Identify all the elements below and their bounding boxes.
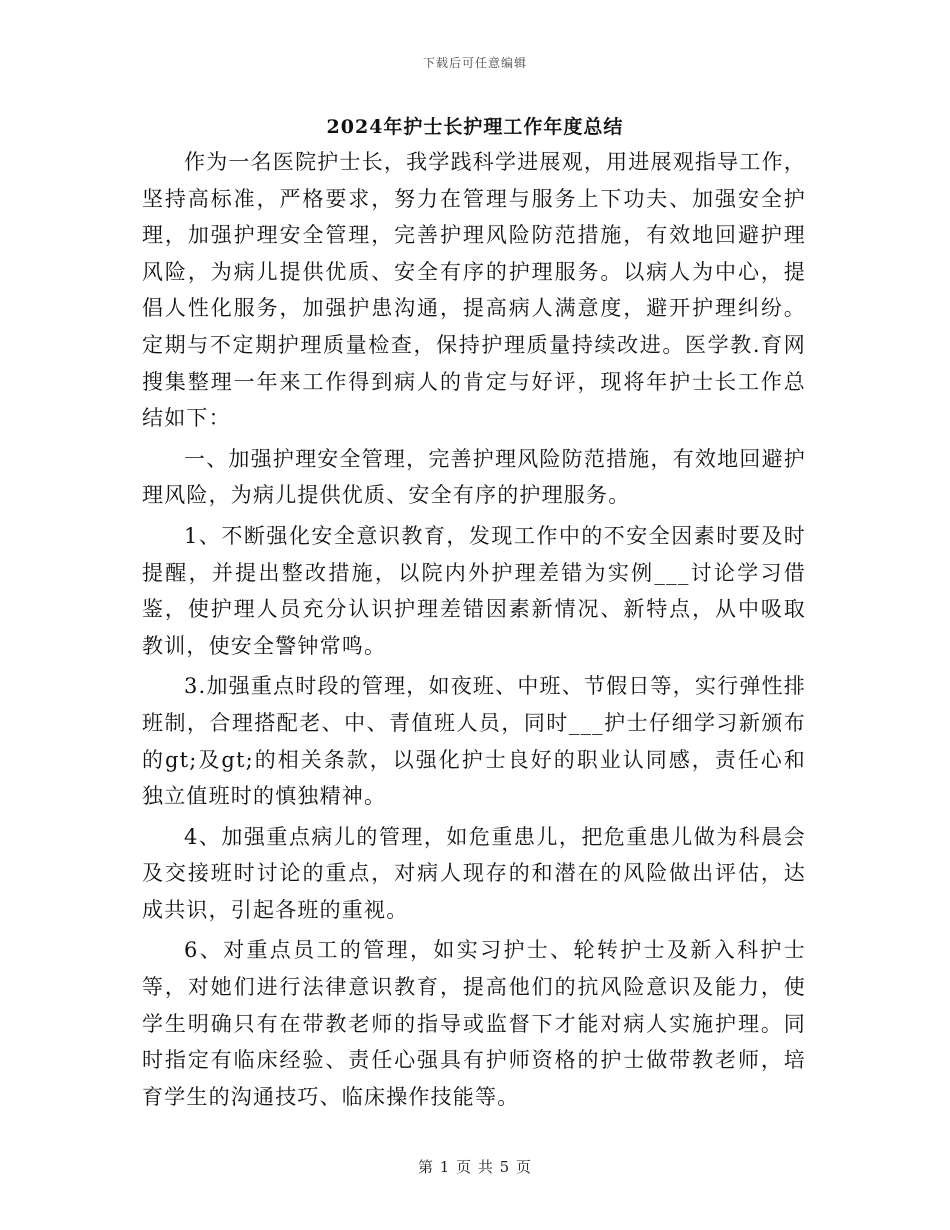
paragraph-item-3: 3.加强重点时段的管理，如夜班、中班、节假日等，实行弹性排班制，合理搭配老、中、青值班人员，同时___护士仔细学习新颁布的gt;及gt;的相关条款，以强化护士良好的职业认同感，责任心和独立值班时的慎独精神。 bbox=[142, 674, 806, 809]
header-note: 下载后可任意编辑 bbox=[422, 56, 527, 70]
document-title: 2024年护士长护理工作年度总结 bbox=[326, 116, 624, 138]
paragraph-item-6: 6、对重点员工的管理，如实习护士、轮转护士及新入科护士等，对她们进行法律意识教育，提高他们的抗风险意识及能力，使学生明确只有在带教老师的指导或监督下才能对病人实施护理。同时指定有临床经验、责任心强具有护师资格的护士做带教老师，培育学生的沟通技巧、临床操作技能等。 bbox=[142, 938, 806, 1109]
paragraph-section-1: 一、加强护理安全管理，完善护理风险防范措施，有效地回避护理风险，为病儿提供优质、安全有序的护理服务。 bbox=[142, 446, 806, 508]
paragraph-item-1: 1、不断强化安全意识教育，发现工作中的不安全因素时要及时提醒，并提出整改措施，以院内外护理差错为实例___讨论学习借鉴，使护理人员充分认识护理差错因素新情况、新特点，从中吸取教训，使安全警钟常鸣。 bbox=[142, 523, 806, 658]
page-number: 第 1 页 共 5 页 bbox=[418, 1158, 532, 1176]
paragraph-item-4: 4、加强重点病儿的管理，如危重患儿，把危重患儿做为科晨会及交接班时讨论的重点，对病人现存的和潜在的风险做出评估，达成共识，引起各班的重视。 bbox=[142, 824, 806, 922]
paragraph-intro: 作为一名医院护士长，我学践科学进展观，用进展观指导工作，坚持高标准，严格要求，努力在管理与服务上下功夫、加强安全护理，加强护理安全管理，完善护理风险防范措施，有效地回避护理风险，为病儿提供优质、安全有序的护理服务。以病人为中心，提倡人性化服务，加强护患沟通，提高病人满意度，避开护理纠纷。定期与不定期护理质量检查，保持护理质量持续改进。医学教.育网搜集整理一年来工作得到病人的肯定与好评，现将年护士长工作总结如下： bbox=[142, 150, 806, 431]
document-body bbox=[142, 144, 806, 1119]
